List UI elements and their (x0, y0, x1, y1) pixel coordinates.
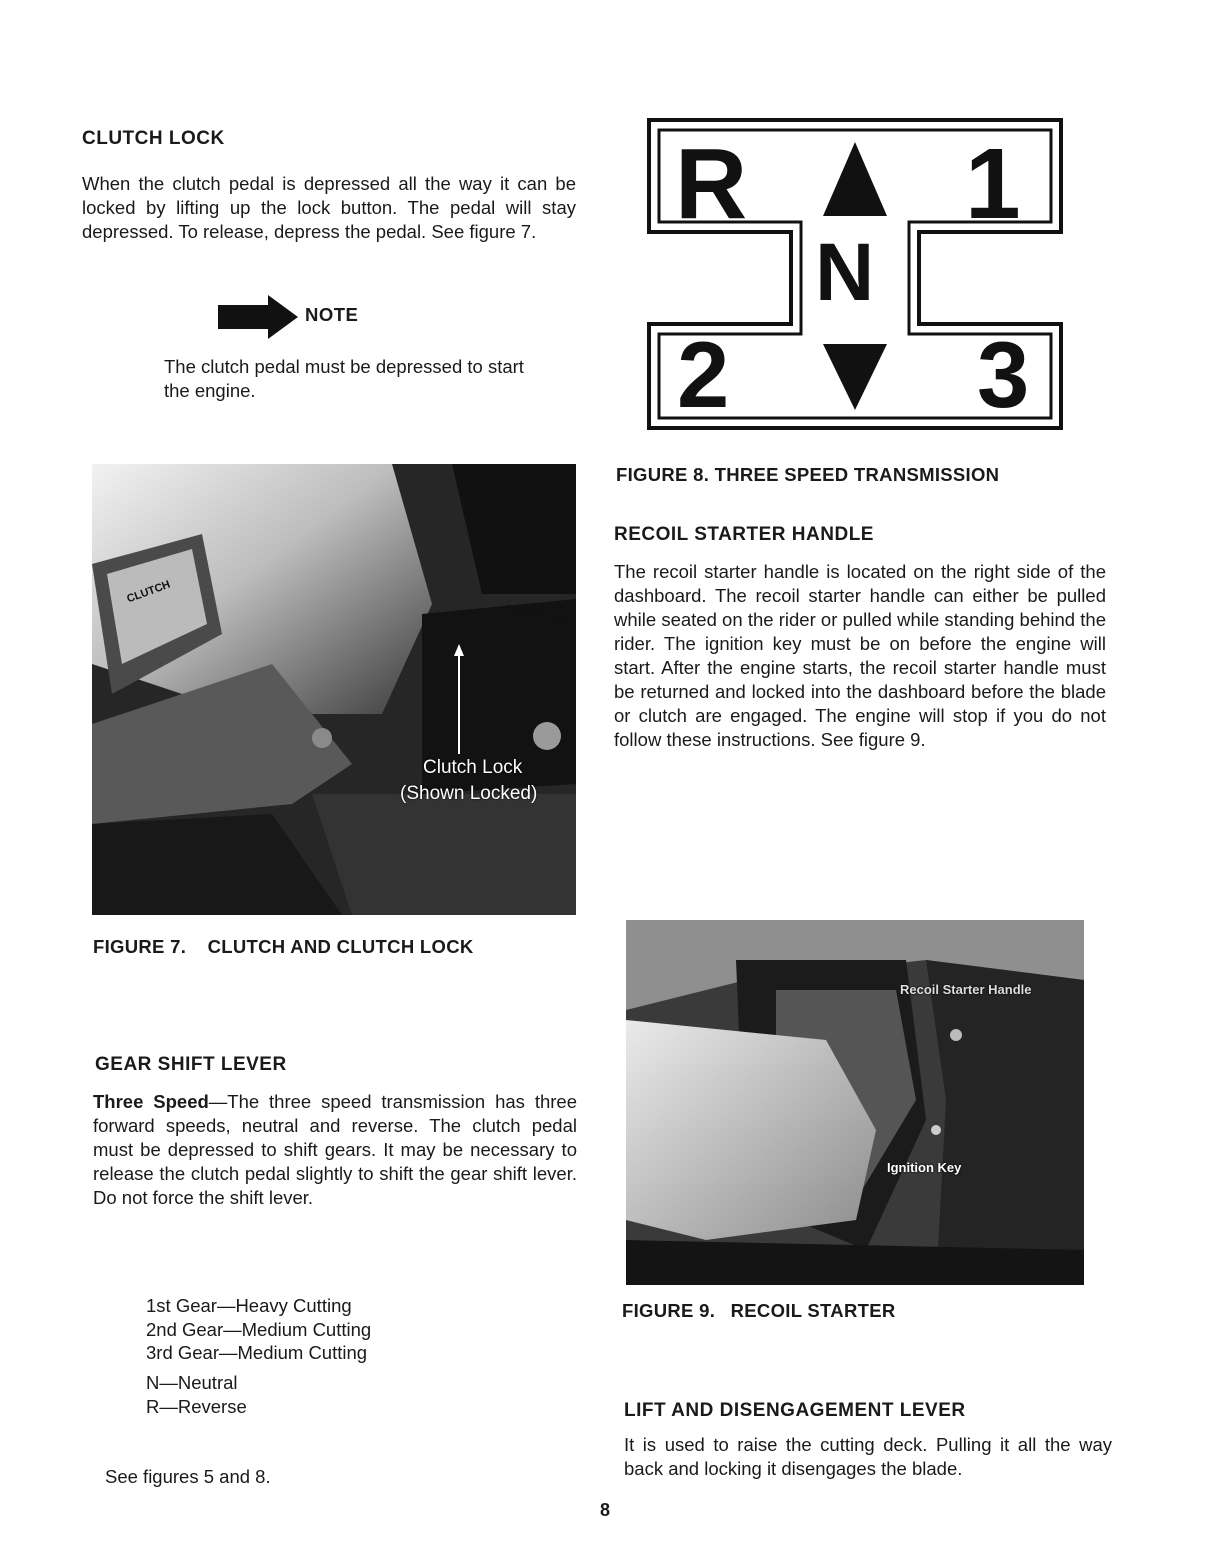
figure-9-caption (622, 1300, 1102, 1322)
recoil-heading: RECOIL STARTER HANDLE (614, 524, 874, 545)
lift-heading: LIFT AND DISENGAGEMENT LEVER (624, 1400, 966, 1421)
note-label: NOTE (305, 304, 359, 325)
figure-9-caption-number: FIGURE 9. (622, 1300, 716, 1321)
mode-item: R—Reverse (146, 1395, 247, 1417)
lift-body: It is used to raise the cutting deck. Pulling it all the way back and locking it disengages the blade. (624, 1434, 1112, 1479)
see-figures-text: See figures 5 and 8. (105, 1466, 271, 1487)
clutch-lock-plate-text: CLUTCH LOCK (503, 602, 570, 626)
down-arrow-icon (823, 344, 887, 410)
figure-7-caption-title: CLUTCH AND CLUTCH LOCK (207, 936, 474, 957)
gear-label-r: R (675, 128, 748, 240)
figure-8-caption: FIGURE 8. THREE SPEED TRANSMISSION (616, 464, 1000, 485)
figure-7-photo (92, 464, 576, 915)
figure-7-caption-number: FIGURE 7. (93, 936, 187, 957)
figure-7-caption (93, 936, 593, 958)
gear-list (146, 1294, 371, 1365)
figure-9-handle-label: Recoil Starter Handle (900, 982, 1032, 997)
note-arrow-icon (218, 295, 298, 339)
figure-9-caption-title: RECOIL STARTER (730, 1300, 896, 1321)
gear-item: 3rd Gear—Medium Cutting (146, 1342, 368, 1363)
gear-shift-lead: Three Speed (93, 1091, 209, 1112)
figure-7-overlay-line2: (Shown Locked) (400, 783, 538, 804)
gear-label-n: N (815, 227, 875, 318)
clutch-lock-heading: CLUTCH LOCK (82, 128, 225, 149)
gear-label-1: 1 (965, 128, 1021, 240)
clutch-lock-body: When the clutch pedal is depressed all the way it can be locked by lifting up the lock button. The pedal will stay depressed. To release, depress the pedal. See figure 7. (82, 173, 576, 242)
figure-7-overlay-line1: Clutch Lock (423, 757, 523, 778)
figure-9-key-label: Ignition Key (887, 1160, 962, 1175)
note-text: The clutch pedal must be depressed to start the engine. (164, 356, 524, 401)
gear-label-3: 3 (977, 322, 1030, 427)
gear-label-2: 2 (677, 322, 730, 427)
mode-item: N—Neutral (146, 1372, 238, 1393)
gear-shift-body (93, 1090, 577, 1210)
gear-shift-heading: GEAR SHIFT LEVER (95, 1054, 287, 1075)
up-arrow-icon (823, 142, 887, 216)
clutch-pedal-text: CLUTCH (125, 578, 172, 606)
page-number: 8 (600, 1500, 611, 1520)
gear-item: 1st Gear—Heavy Cutting (146, 1295, 352, 1316)
gear-item: 2nd Gear—Medium Cutting (146, 1318, 372, 1340)
gear-shift-text: —The three speed transmission has three forward speeds, neutral and reverse. The clutch pedal must be depressed to shift gears. It may be necessary to release the clutch pedal slightly to shift the gear shift lever. Do not force the shift lever. (93, 1091, 577, 1208)
figure-8-diagram (647, 118, 1063, 430)
recoil-body: The recoil starter handle is located on the right side of the dashboard. The recoil starter handle can either be pulled while seated on the rider or pulled while standing behind the rider. The ignition key must be on before the engine will start. After the engine starts, the recoil starter handle must be returned and locked into the dashboard before the blade or clutch are engaged. The engine will stop if you do not follow these instructions. See figure 9. (614, 561, 1106, 750)
figure-9-photo (626, 920, 1084, 1285)
mode-list (146, 1371, 247, 1418)
